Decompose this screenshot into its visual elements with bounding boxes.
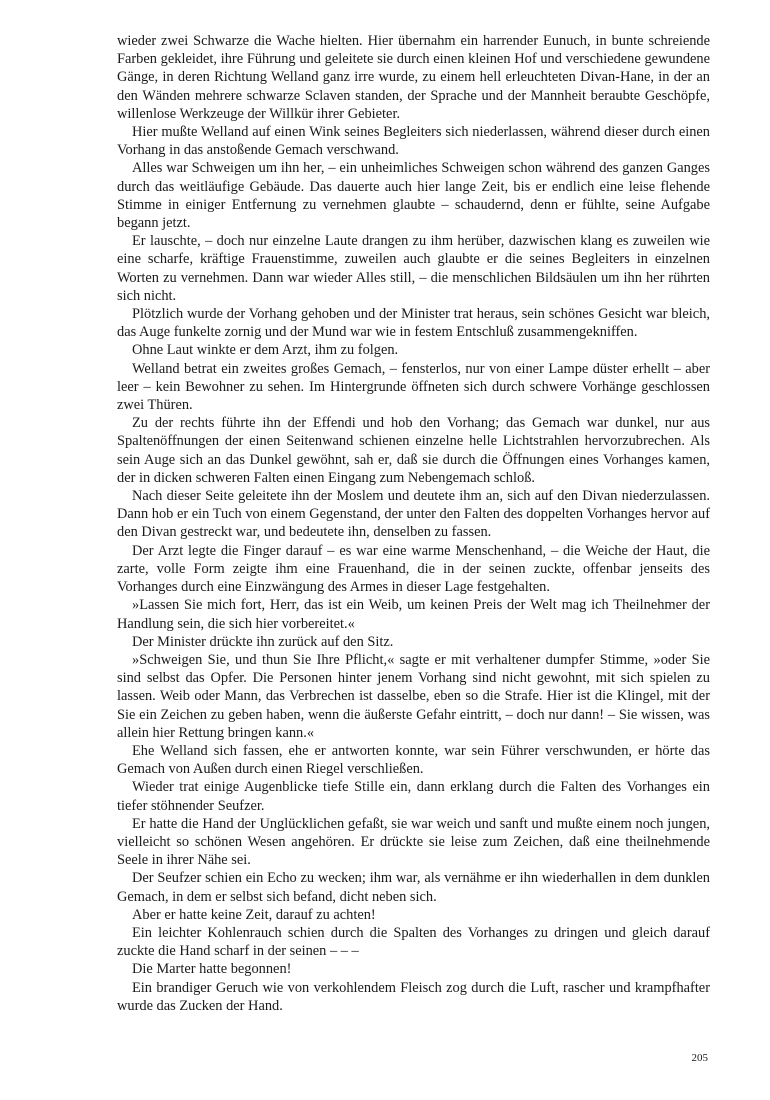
paragraph: Die Marter hatte begonnen!: [132, 961, 292, 978]
paragraph: Welland betrat ein zweites großes Gemach, – fensterlos, nur von einer Lampe düster erhellt – aber leer – kein Bewohner zu sehen. Im Hintergrunde öffneten sich durch schwere Vorhänge geschlossen zwei Thüren.: [117, 360, 710, 414]
paragraph: Hier mußte Welland auf einen Wink seines Begleiters sich niederlassen, während dieser durch einen Vorhang in das anstoßende Gemach verschwand.: [117, 124, 710, 159]
paragraph: wieder zwei Schwarze die Wache hielten. Hier übernahm ein harrender Eunuch, in bunte schreiende Farben gekleidet, ihre Führung und geleitete sie durch einen kleinen Hof und verschiedene gewundene Gänge, in deren Richtung Welland ganz irre wurde, zu einem hell erleuchteten Divan-Hane, in der an den Wänden mehrere schwarze Sclaven standen, der Sprache und der Mannheit beraubte Geschöpfe, willenlose Werkzeuge der Willkür ihrer Gebieter.: [117, 33, 710, 122]
paragraph: Alles war Schweigen um ihn her, – ein unheimliches Schweigen schon während des ganzen Ganges durch das weitläufige Gebäude. Das dauerte auch hier lange Zeit, bis er endlich eine leise flehende Stimme in einiger Entfernung zu vernehmen glaubte – schaudernd, denn er fühlte, seine Aufgabe begann jetzt.: [117, 160, 710, 232]
paragraph: Ehe Welland sich fassen, ehe er antworten konnte, war sein Führer verschwunden, er hörte das Gemach von Außen durch einen Riegel verschließen.: [117, 742, 710, 778]
paragraph: Plötzlich wurde der Vorhang gehoben und der Minister trat heraus, sein schönes Gesicht war bleich, das Auge funkelte zornig und der Mund war wie in festem Entschluß zusammengekniffen.: [117, 306, 710, 341]
paragraph: Wieder trat einige Augenblicke tiefe Stille ein, dann erklang durch die Falten des Vorhanges ein tiefer stöhnender Seufzer.: [117, 779, 710, 814]
page-number: 205: [691, 1052, 708, 1064]
paragraph: Er hatte die Hand der Unglücklichen gefaßt, sie war weich und sanft und mußte einem noch jungen, vielleicht so schönen Wesen angehören. Er drückte sie leise zum Zeichen, daß eine theilnehmende Seele in ihrer Nähe sei.: [117, 815, 710, 869]
paragraph: Der Minister drückte ihn zurück auf den Sitz.: [132, 633, 394, 650]
paragraph: Ohne Laut winkte er dem Arzt, ihm zu folgen.: [132, 342, 399, 359]
paragraph: Ein leichter Kohlenrauch schien durch die Spalten des Vorhanges zu dringen und gleich darauf zuckte die Hand scharf in der seinen – – –: [117, 924, 710, 960]
paragraph: Aber er hatte keine Zeit, darauf zu achten!: [132, 906, 376, 923]
paragraph: Er lauschte, – doch nur einzelne Laute drangen zu ihm herüber, dazwischen klang es zuweilen wie eine scharfe, kräftige Frauenstimme, zuweilen auch glaubte er die seines Begleiters in einzelnen Worten zu vernehmen. Dann war wieder Alles still, – die menschlichen Bildsäulen um ihn her rührten sich nicht.: [117, 233, 710, 304]
paragraph: Der Seufzer schien ein Echo zu wecken; ihm war, als vernähme er ihn wiederhallen in dem dunklen Gemach, in dem er selbst sich befand, dicht neben sich.: [117, 870, 710, 905]
paragraph: Nach dieser Seite geleitete ihn der Moslem und deutete ihm an, sich auf den Divan niederzulassen. Dann hob er ein Tuch von einem Gegenstand, der unter den Falten des doppelten Vorhanges hervor auf den Divan gestreckt war, und bedeutete ihn, denselben zu fassen.: [117, 488, 710, 541]
page-body: [117, 32, 710, 1015]
paragraph: Zu der rechts führte ihn der Effendi und hob den Vorhang; das Gemach war dunkel, nur aus Spaltenöffnungen der einen Seitenwand schienen einzelne helle Lichtstrahlen hervorzubrechen. Als sein Auge sich an das Dunkel gewöhnt, sah er, daß sie durch die Öffnungen eines Vorhanges kamen, der in dicken schweren Falten einen Eingang zum Nebengemach schloß.: [117, 415, 710, 486]
paragraph: »Schweigen Sie, und thun Sie Ihre Pflicht,« sagte er mit verhaltener dumpfer Stimme, »oder Sie sind selbst das Opfer. Die Personen hinter jenem Vorhang sind nicht gewohnt, mit sich spielen zu lassen. Weib oder Mann, das Verbrechen ist dasselbe, eben so die Strafe. Hier ist die Klingel, mit der Sie ein Zeichen zu geben haben, wenn die äußerste Gefahr eintritt, – doch nur dann! – Sie wissen, was allein hier Rettung bringen kann.«: [117, 651, 710, 741]
paragraph: »Lassen Sie mich fort, Herr, das ist ein Weib, um keinen Preis der Welt mag ich Theilnehmer der Handlung sein, die sich hier vorbereitet.«: [117, 597, 710, 632]
paragraph: Der Arzt legte die Finger darauf – es war eine warme Menschenhand, – die Weiche der Haut, die zarte, volle Form zeigte ihm eine Frauenhand, die in der seinen zuckte, offenbar jenseits des Vorhanges durch eine Einzwängung des Armes in dieser Lage festgehalten.: [117, 542, 710, 596]
paragraph: Ein brandiger Geruch wie von verkohlendem Fleisch zog durch die Luft, rascher und krampfhafter wurde das Zucken der Hand.: [117, 979, 710, 1014]
